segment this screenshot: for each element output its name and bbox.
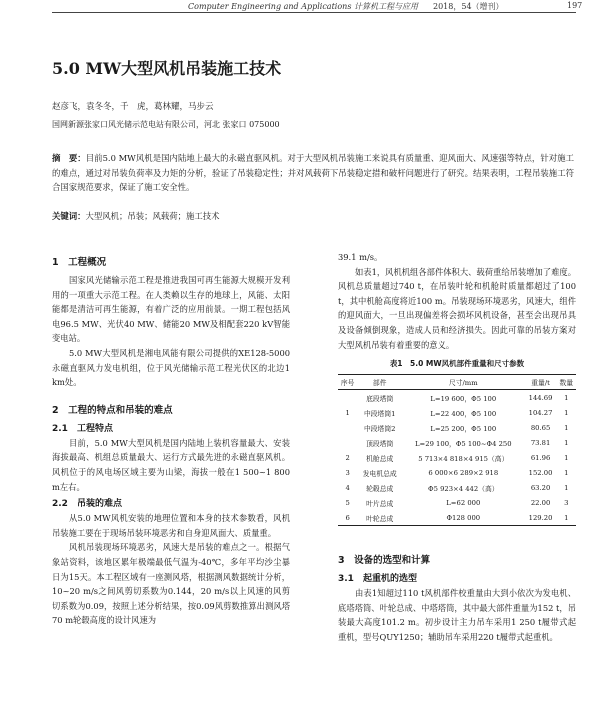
table-cell: 3	[345, 468, 350, 477]
authors: 赵彦飞，袁冬冬，千 虎，葛林耀，马步云	[52, 102, 214, 112]
section-2-2-heading: 2.2 吊装的难点	[52, 499, 122, 510]
table-cell: 1	[564, 393, 569, 402]
table-cell: 发电机总成	[362, 469, 397, 478]
table-cell: 144.69	[528, 393, 553, 402]
table-cell: 1	[564, 453, 569, 462]
keywords	[52, 210, 574, 222]
affiliation: 国网新源张家口风光储示范电站有限公司，河北 张家口 075000	[52, 120, 280, 129]
section-2-2-paragraph-2: 风机吊装现场环境恶劣，风速大是吊装的难点之一。根据气象站资料，该地区累年极端最低气温为-40℃，多年平均沙尘暴日为15天。本工程区域有一座测风塔，根据测风数据统计分析，10~20 m/s之间风剪切系数为0.144，20 m/s以上风速的风剪切系数为0.09，按照上述分析结果，按0.09风剪数推算出测风塔70 m轮毂高度的设计风速为	[52, 542, 290, 626]
table-cell: 1	[564, 423, 569, 432]
table-cell: 4	[345, 483, 350, 492]
table-cell: 73.81	[530, 438, 551, 447]
table-cell: 1	[345, 408, 350, 417]
table-cell: 129.20	[525, 510, 557, 526]
table-cell: 63.20	[530, 483, 551, 492]
section-2-heading: 2 工程的特点和吊装的难点	[52, 404, 173, 416]
section-3-1-paragraph: 由表1知超过110 t风机部件校重量由大到小依次为发电机、底塔塔筒、叶轮总成、中塔塔筒，其中最大部件重量为152 t，吊装最大高度101.2 m。初步设计主力吊车采用1 250 t履带式起重机，型号QUY1250；辅助吊车采用220 t履带式起重机。	[338, 588, 576, 642]
year-volume: 2018，54（增刊）	[433, 2, 504, 11]
table-cell	[338, 435, 357, 450]
left-column	[52, 250, 290, 628]
table-row	[338, 450, 576, 465]
table-cell: L=22 400，Φ5 100	[430, 409, 497, 418]
section-2-2-paragraph-1: 从5.0 MW风机安装的地理位置和本身的技术参数看，风机吊装施工要在于现场吊装环境恶劣和自身迎风面大、质量重。	[52, 513, 290, 538]
table-cell: 22.00	[530, 498, 551, 507]
table-cell: Φ5 923×4 442（高）	[428, 484, 499, 493]
table-header-cell: 序号	[338, 375, 357, 390]
table-cell	[338, 420, 357, 435]
table-row	[338, 465, 576, 480]
table-cell: 5	[345, 498, 350, 507]
table-cell: 中段塔筒2	[363, 424, 396, 433]
table-header-cell: 尺寸/mm	[402, 375, 524, 390]
table-cell: L=19 600，Φ5 100	[430, 394, 497, 403]
table-cell: 5 713×4 818×4 915（高）	[418, 454, 509, 463]
table-cell: 104.27	[528, 408, 553, 417]
table-header-row	[338, 375, 576, 390]
table-intro-paragraph: 如表1，风机机组各部件体积大、载荷重给吊装增加了难度。风机总质量超过740 t，在吊装叶轮和机舱时质量都超过了100 t，其中机舱高度将近100 m。吊装现场环境恶劣，风速大，组件的迎风面大，一旦出现偏差将会损坏风机设备，甚至会出现吊具及设备倾倒现象，造成人员和经济损失。因此可靠的吊装方案对大型风机吊装有着重要的意义。	[338, 266, 576, 350]
table-cell: 叶轮总成	[357, 510, 402, 526]
table-header-cell: 数量	[557, 375, 576, 390]
table-header-cell: 重量/t	[525, 375, 557, 390]
table-cell: 61.96	[530, 453, 551, 462]
table-cell: 叶片总成	[366, 499, 394, 508]
section-3-heading: 3 设备的选型和计算	[338, 555, 431, 567]
table-cell: L=62 000	[446, 498, 481, 507]
table-cell: L=25 200，Φ5 100	[430, 424, 497, 433]
table-cell: L=29 100，Φ5 100~Φ4 250	[415, 439, 512, 448]
keywords-text: 大型风机；吊装；风载荷；施工技术	[85, 211, 220, 221]
table-cell: 2	[345, 453, 350, 462]
table-cell: 6 000×6 289×2 918	[428, 468, 499, 477]
section-1-heading: 1 工程概况	[52, 257, 107, 268]
table-caption: 表1 5.0 MW风机部件重量和尺寸参数	[389, 359, 525, 369]
table-cell: 6	[338, 510, 357, 526]
parts-table	[338, 374, 576, 526]
table-cell: 1	[557, 510, 576, 526]
table-cell: 中段塔筒1	[363, 409, 396, 418]
table-row	[338, 435, 576, 450]
section-1-paragraph-2: 5.0 MW大型风机是湘电风能有限公司提供的XE128-5000永磁直驱风力发电机组，位于风光储输示范工程光伏区的北边1 km处。	[52, 347, 290, 388]
section-1-paragraph-1: 国家风光储输示范工程是推进我国可再生能源大规模开发利用的一项重大示范工程。在人类赖以生存的地球上，风能、太阳能都是清洁可再生能源，有着广泛的应用前景。一期工程包括风电96.5 MW、光伏40 MW、储能20 MW及相配套220 kV智能变电站。	[52, 275, 290, 344]
table-cell: 152.00	[528, 468, 553, 477]
table-cell: 1	[564, 408, 569, 417]
table-row	[338, 420, 576, 435]
table-cell: 1	[564, 468, 569, 477]
table-row	[338, 405, 576, 420]
table-row	[338, 510, 576, 526]
right-column	[338, 250, 576, 645]
section-3-1-heading: 3.1 起重机的选型	[338, 574, 417, 585]
header-rule	[52, 12, 576, 13]
table-cell	[338, 390, 357, 406]
table-cell: 底段塔筒	[366, 394, 394, 403]
table-row	[338, 480, 576, 495]
abstract-label: 摘 要：	[52, 153, 86, 163]
table-cell: 机舱总成	[366, 454, 394, 463]
table-row	[338, 495, 576, 510]
table-cell: 80.65	[530, 423, 551, 432]
table-cell: 顶段塔筒	[366, 439, 394, 448]
table-cell: 1	[564, 483, 569, 492]
table-cell: 3	[564, 498, 569, 507]
table-row	[338, 390, 576, 406]
section-2-1-heading: 2.1 工程特点	[52, 423, 113, 434]
journal-name: Computer Engineering and Applications 计算机工程与应用	[188, 2, 418, 11]
abstract-text: 目前5.0 MW风机是国内陆地上最大的永磁直驱风机。对于大型风机吊装施工来说具有质量重、迎风面大、风速强等特点，针对施工的难点，通过对吊装负荷率及力矩的分析，验证了吊装稳定性；并对风载荷下吊装稳定措和破杆问题进行了研究。结果表明，工程吊装施工符合国家规范要求，保证了施工安全性。	[52, 153, 574, 193]
table-header-cell: 部件	[357, 375, 402, 390]
paper-title: 5.0 MW大型风机吊装施工技术	[52, 59, 282, 78]
table-cell: Φ128 000	[402, 510, 524, 526]
table-cell: 轮毂总成	[366, 484, 394, 493]
section-2-1-paragraph: 目前，5.0 MW大型风机是国内陆地上装机容量最大、安装海拔最高、机组总质量最大、运行方式最先进的永磁直驱风机。风机位于的风电场区域主要为山梁，海拔一般在1 500~1 800 m左右。	[52, 437, 290, 492]
table-cell: 1	[564, 438, 569, 447]
abstract	[52, 151, 574, 195]
continued-paragraph: 39.1 m/s。	[338, 252, 383, 262]
keywords-label: 关键词：	[52, 211, 86, 221]
page-number: 197	[567, 1, 583, 10]
